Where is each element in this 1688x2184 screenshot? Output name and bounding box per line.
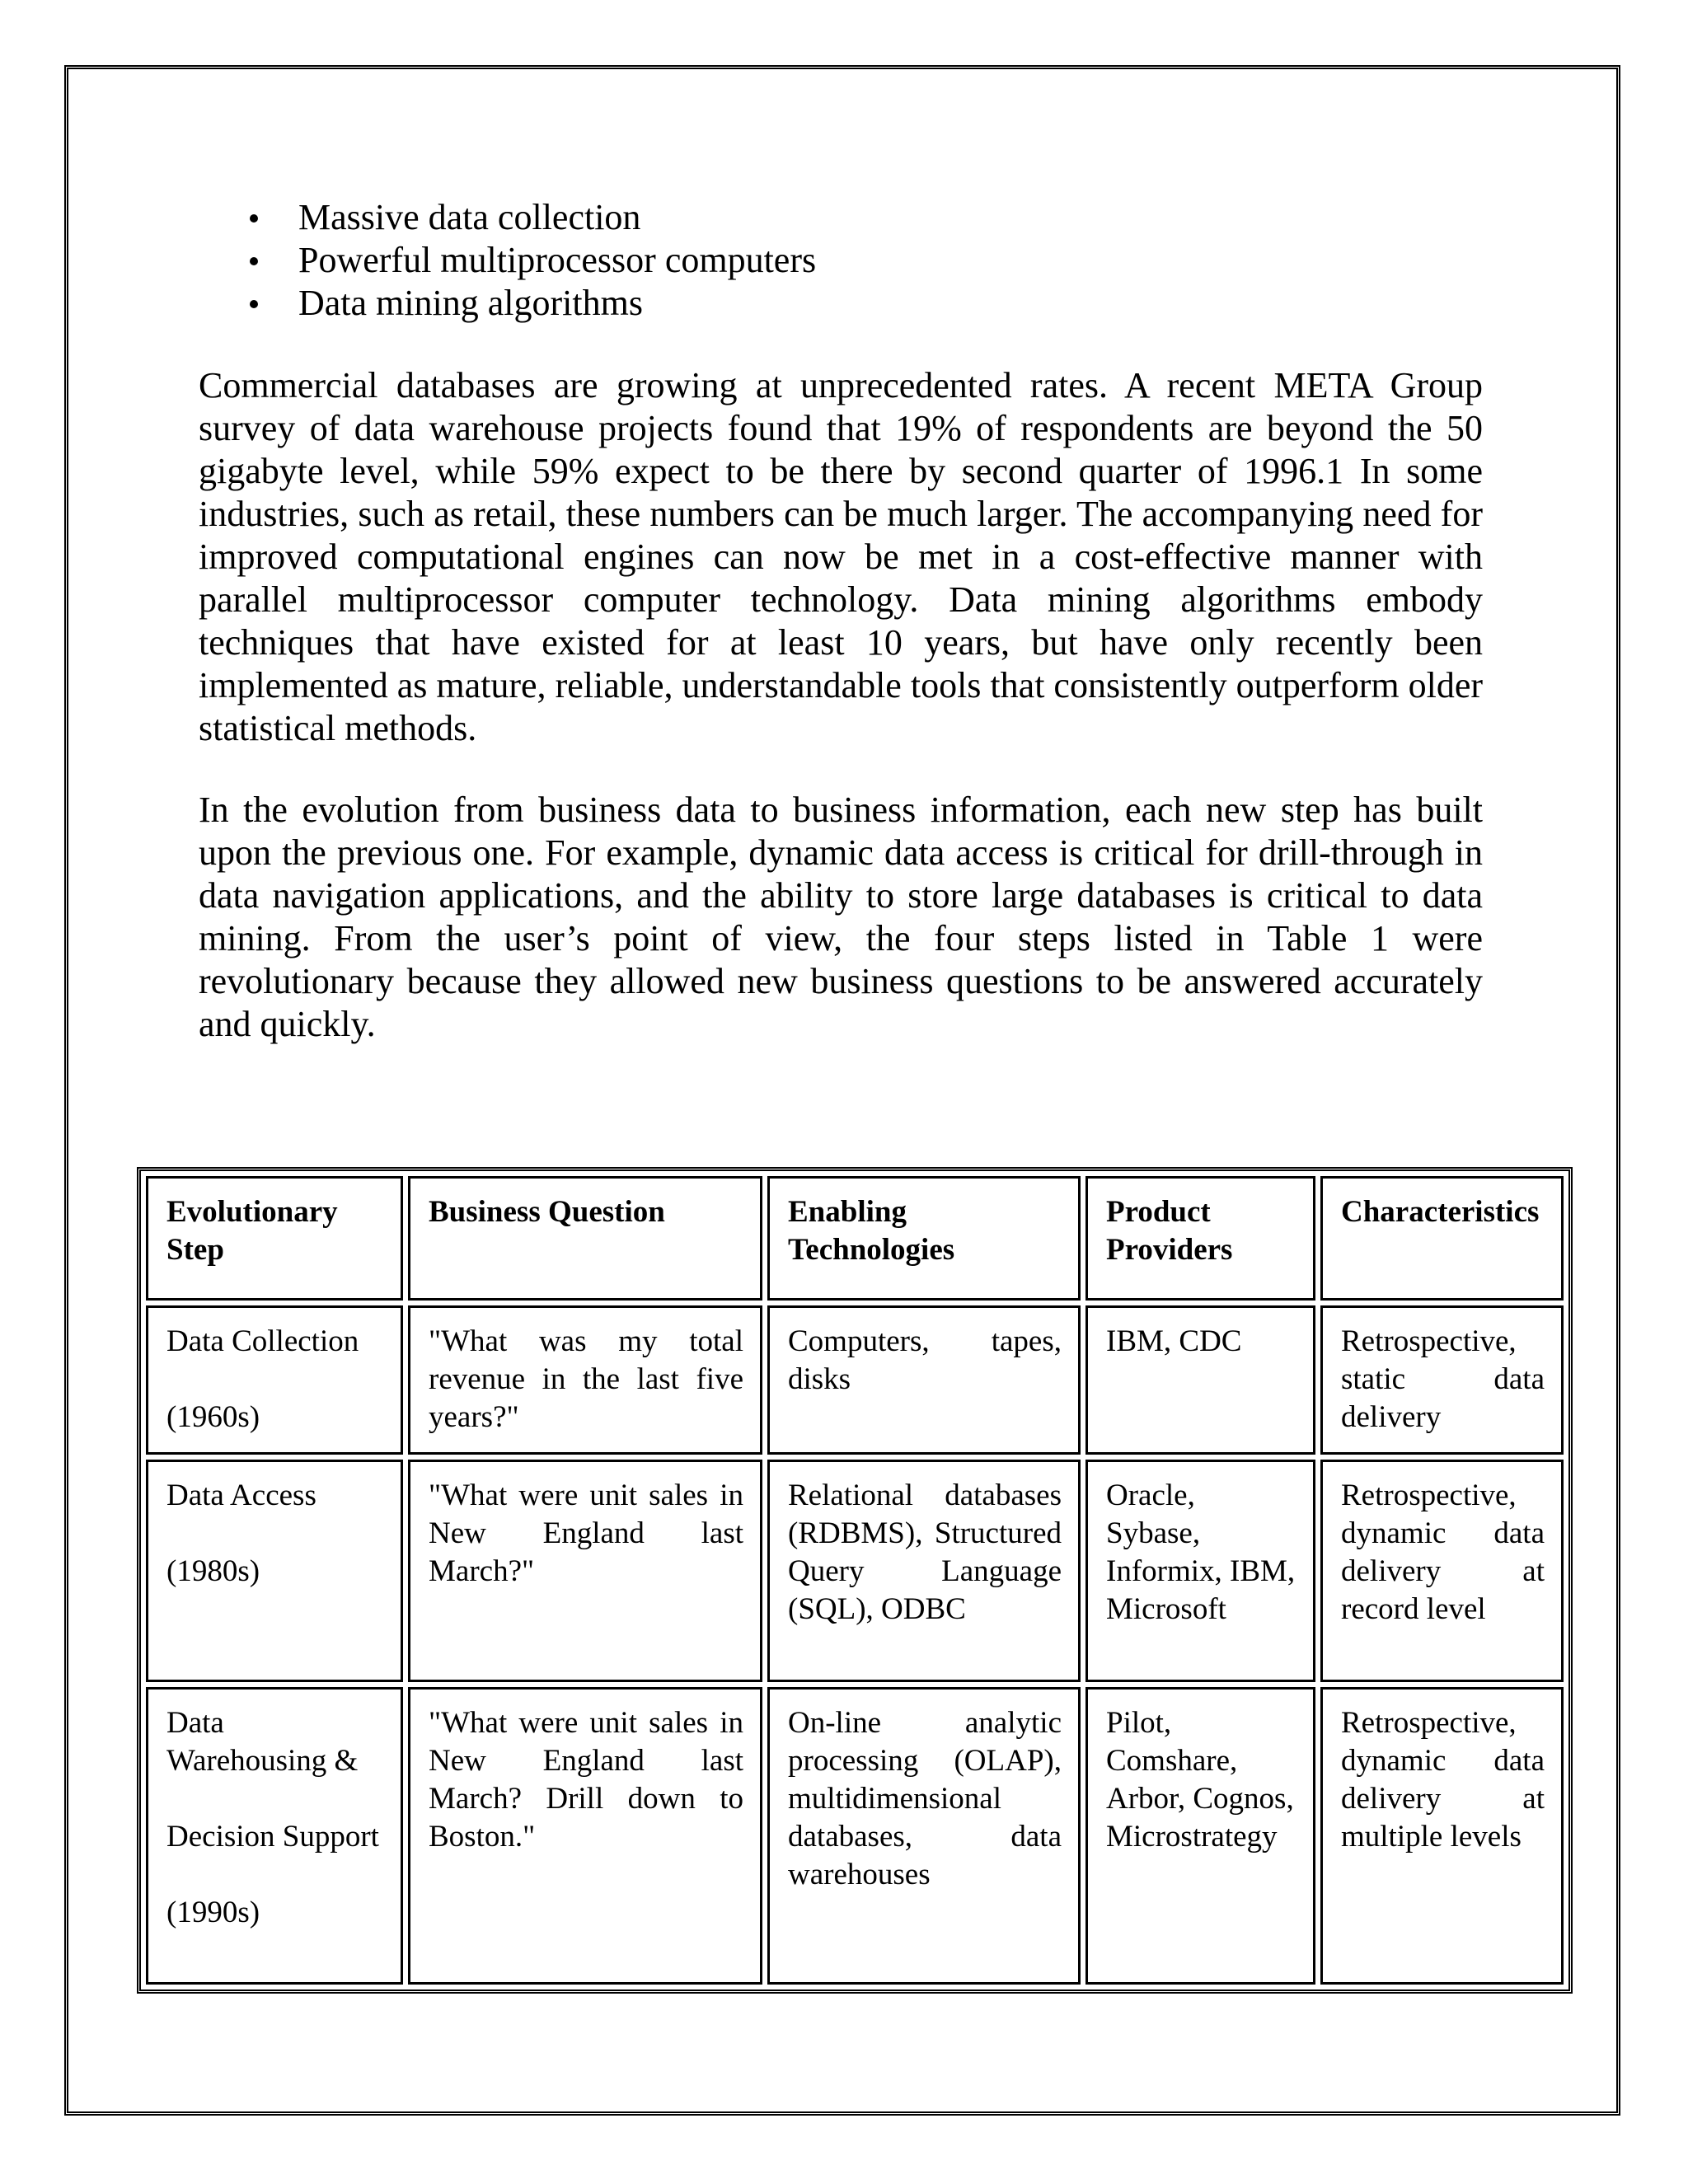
- cell-characteristics: Retrospective, dynamic data delivery at multiple levels: [1320, 1687, 1564, 1985]
- table-header-row: [146, 1176, 1564, 1301]
- evolution-table: [137, 1167, 1573, 1994]
- bullet-icon: [250, 257, 258, 265]
- cell-providers: Pilot, Comshare, Arbor, Cognos, Microstrategy: [1085, 1687, 1315, 1985]
- bullet-item: Powerful multiprocessor computers: [239, 239, 816, 282]
- cell-question: "What were unit sales in New England last March? Drill down to Boston.": [408, 1687, 762, 1985]
- header-product-providers: Product Providers: [1085, 1176, 1315, 1301]
- cell-question: "What were unit sales in New England last March?": [408, 1460, 762, 1682]
- table-row: [146, 1687, 1564, 1985]
- cell-technologies: Relational databases (RDBMS), Structured Query Language (SQL), ODBC: [767, 1460, 1081, 1682]
- paragraph-growth: Commercial databases are growing at unprecedented rates. A recent META Group survey of data warehouse projects found that 19% of respondents are beyond the 50 gigabyte level, while 59% expect to be there by second quarter of 1996.1 In some industries, such as retail, these numbers can be much larger. The accompanying need for improved computational engines can now be met in a cost-effective manner with parallel multiprocessor computer technology. Data mining algorithms embody techniques that have existed for at least 10 years, but have only recently been implemented as mature, reliable, understandable tools that consistently outperform older statistical methods.: [199, 365, 1483, 748]
- cell-question: "What was my total revenue in the last five years?": [408, 1305, 762, 1455]
- cell-providers: IBM, CDC: [1085, 1305, 1315, 1455]
- bullet-item: Massive data collection: [239, 196, 816, 239]
- table-row: [146, 1305, 1564, 1455]
- table-row: [146, 1460, 1564, 1682]
- header-evolutionary-step: Evolutionary Step: [146, 1176, 403, 1301]
- bullet-list: [239, 196, 816, 325]
- bullet-icon: [250, 214, 258, 223]
- cell-technologies: On-line analytic processing (OLAP), multidimensional databases, data warehouses: [767, 1687, 1081, 1985]
- cell-providers: Oracle, Sybase, Informix, IBM, Microsoft: [1085, 1460, 1315, 1682]
- bullet-icon: [250, 300, 258, 308]
- bullet-item: Data mining algorithms: [239, 282, 816, 325]
- paragraph-evolution: In the evolution from business data to business information, each new step has built upon the previous one. For example, dynamic data access is critical for drill-through in data navigation applications, and the ability to store large databases is critical to data mining. From the user’s point of view, the four steps listed in Table 1 were revolutionary because they allowed new business questions to be answered accurately and quickly.: [199, 790, 1483, 1044]
- cell-technologies: Computers, tapes, disks: [767, 1305, 1081, 1455]
- header-business-question: Business Question: [408, 1176, 762, 1301]
- header-characteristics: Characteristics: [1320, 1176, 1564, 1301]
- header-enabling-technologies: Enabling Technologies: [767, 1176, 1081, 1301]
- cell-step: Data Collection (1960s): [146, 1305, 403, 1455]
- cell-characteristics: Retrospective, static data delivery: [1320, 1305, 1564, 1455]
- cell-characteristics: Retrospective, dynamic data delivery at record level: [1320, 1460, 1564, 1682]
- cell-step: Data Access (1980s): [146, 1460, 403, 1682]
- cell-step: Data Warehousing & Decision Support (1990s): [146, 1687, 403, 1985]
